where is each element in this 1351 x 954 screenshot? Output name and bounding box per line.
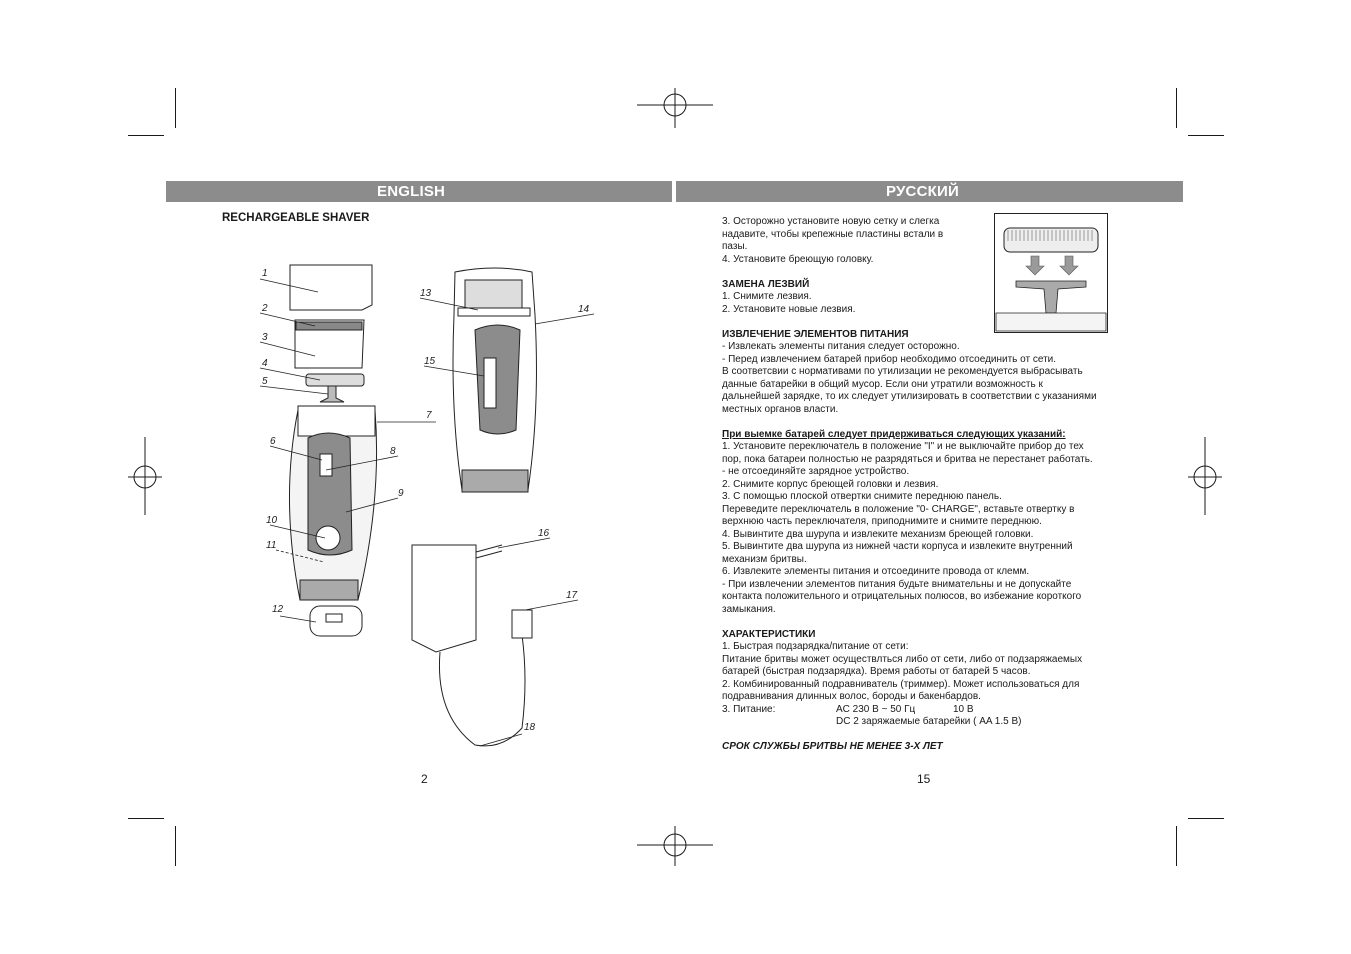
intro-line: надавите, чтобы крепежные пластины встали в bbox=[722, 228, 944, 240]
intro-line: пазы. bbox=[722, 241, 748, 252]
callout-13: 13 bbox=[420, 288, 432, 299]
removal-line: - не отсоединяйте зарядное устройство. bbox=[722, 466, 910, 477]
blades-heading: ЗАМЕНА ЛЕЗВИЙ bbox=[722, 278, 810, 290]
removal-line: Переведите переключатель в положение "0- CHARGE", вставьте отвертку в bbox=[722, 503, 1075, 515]
callout-8: 8 bbox=[390, 446, 396, 457]
header-russian: РУССКИЙ bbox=[886, 183, 959, 200]
power-dc: DC 2 заряжаемые батарейки ( AA 1.5 В) bbox=[836, 716, 1022, 727]
battery-line: - Перед извлечением батарей прибор необходимо отсоединить от сети. bbox=[722, 353, 1057, 365]
removal-line: 4. Вывинтите два шурупа и извлеките механизм бреющей головки. bbox=[722, 528, 1034, 540]
intro-line: 3. Осторожно установите новую сетку и слегка bbox=[722, 216, 940, 227]
specs-line: батарей (быстрая подзарядка). Время работы от батарей 5 часов. bbox=[722, 666, 1031, 677]
battery-line: - Извлекать элементы питания следует осторожно. bbox=[722, 341, 960, 352]
removal-line: пор, пока батареи полностью не разрядяться и бритва не перестанет работать. bbox=[722, 453, 1093, 465]
callout-11: 11 bbox=[266, 540, 277, 551]
power-row bbox=[722, 704, 1132, 717]
page-number-left: 2 bbox=[421, 772, 428, 786]
specs-heading: ХАРАКТЕРИСТИКИ bbox=[722, 628, 816, 640]
power-ac: AC 230 В ~ 50 Гц bbox=[836, 703, 916, 715]
blades-line: 1. Снимите лезвия. bbox=[722, 291, 812, 302]
callout-18: 18 bbox=[524, 722, 536, 733]
removal-line: замыкания. bbox=[722, 603, 776, 615]
service-life: СРОК СЛУЖБЫ БРИТВЫ НЕ МЕНЕЕ 3-Х ЛЕТ bbox=[722, 741, 943, 752]
removal-line: 5. Вывинтите два шурупа из нижней части корпуса и извлеките внутренний bbox=[722, 541, 1073, 552]
callout-7: 7 bbox=[426, 410, 432, 421]
callout-10: 10 bbox=[266, 515, 278, 526]
removal-line: 1. Установите переключатель в положение "I" и не выключайте прибор до тех bbox=[722, 441, 1084, 452]
header-english: ENGLISH bbox=[377, 183, 446, 200]
battery-line: В соответсвии с нормативами по утилизации не рекомендуется выбрасывать bbox=[722, 366, 1083, 377]
blades-line: 2. Установите новые лезвия. bbox=[722, 303, 856, 315]
specs-line: 2. Комбинированный подравниватель (триммер). Может использоваться для bbox=[722, 678, 1080, 690]
specs-line: Питание бритвы может осуществлться либо от сети, либо от подзаряжаемых bbox=[722, 653, 1083, 665]
callout-4: 4 bbox=[262, 358, 268, 369]
callout-14: 14 bbox=[578, 304, 590, 315]
page-number-right: 15 bbox=[917, 772, 931, 786]
header-bar-russian bbox=[676, 181, 1183, 202]
specs-line: подравнивания длинных волос, бороды и бакенбардов. bbox=[722, 691, 981, 702]
battery-line: местных органов власти. bbox=[722, 403, 839, 415]
callout-17: 17 bbox=[566, 590, 578, 601]
callout-3: 3 bbox=[262, 332, 268, 343]
removal-line: - При извлечении элементов питания будьте внимательны и не допускайте bbox=[722, 578, 1072, 590]
battery-heading: ИЗВЛЕЧЕНИЕ ЭЛЕМЕНТОВ ПИТАНИЯ bbox=[722, 328, 909, 340]
callout-6: 6 bbox=[270, 436, 276, 447]
callout-5: 5 bbox=[262, 376, 268, 387]
power-label: 3. Питание: bbox=[722, 703, 776, 715]
header-bar-english bbox=[166, 181, 672, 202]
callout-1: 1 bbox=[262, 268, 268, 279]
callout-2: 2 bbox=[262, 303, 268, 314]
removal-line: контакта положительного и отрицательных полюсов, во избежание короткого bbox=[722, 591, 1082, 602]
removal-line: 2. Снимите корпус бреющей головки и лезвия. bbox=[722, 478, 939, 490]
removal-heading: При выемке батарей следует придерживаться следующих указаний: bbox=[722, 428, 1066, 440]
power-ac-value: 10 В bbox=[953, 703, 974, 715]
callout-15: 15 bbox=[424, 356, 436, 367]
removal-line: 6. Извлеките элементы питания и отсоедините провода от клемм. bbox=[722, 566, 1030, 577]
shaver-diagram bbox=[240, 260, 590, 760]
removal-line: механизм бритвы. bbox=[722, 553, 807, 565]
callout-12: 12 bbox=[272, 604, 284, 615]
callout-16: 16 bbox=[538, 528, 550, 539]
intro-line: 4. Установите бреющую головку. bbox=[722, 253, 874, 265]
callout-9: 9 bbox=[398, 488, 404, 499]
russian-text-column bbox=[722, 216, 1132, 754]
product-title: RECHARGEABLE SHAVER bbox=[222, 212, 370, 224]
battery-line: дальнейшей зарядке, то их следует утилизировать в соответствии с указаниями bbox=[722, 391, 1097, 402]
removal-line: 3. С помощью плоской отвертки снимите переднюю панель. bbox=[722, 491, 1002, 502]
battery-line: данные батарейки в общий мусор. Если они утратили возможность к bbox=[722, 378, 1043, 390]
power-dc-row bbox=[722, 716, 1132, 729]
removal-line: верхнюю часть переключателя, приподнимите и снимите переднюю. bbox=[722, 516, 1042, 527]
specs-line: 1. Быстрая подзарядка/питание от сети: bbox=[722, 641, 909, 652]
